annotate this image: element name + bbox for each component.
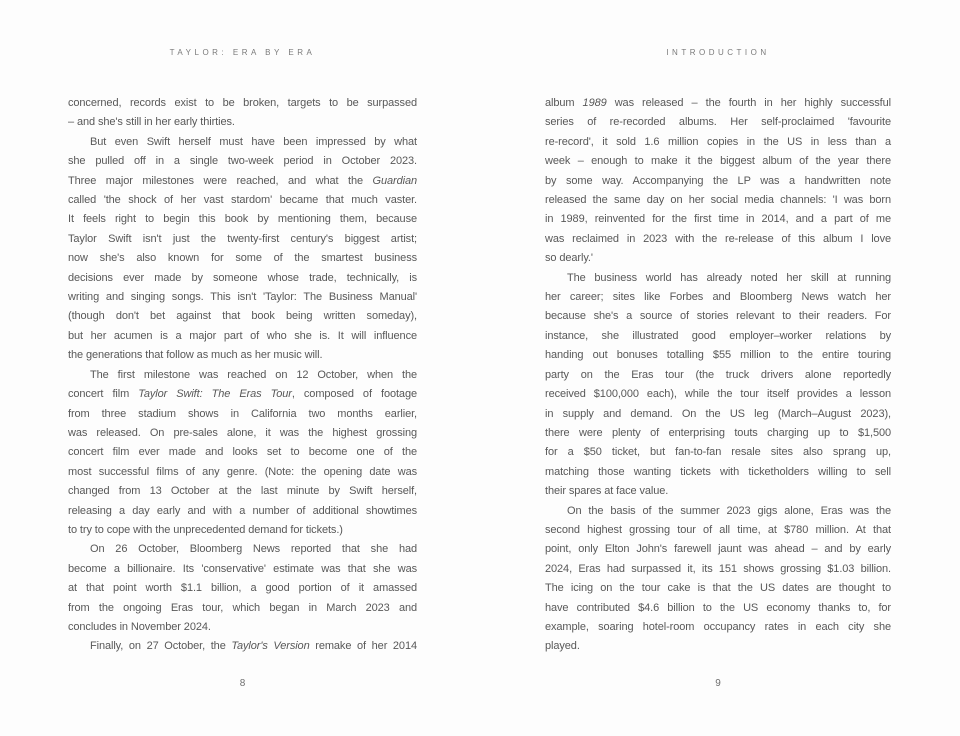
text-line: It feels right to begin this book by mentioning them, because (68, 213, 417, 226)
running-header-right: INTRODUCTION (666, 48, 770, 57)
text-line: there were plenty of enterprising touts charging up to $1,500 (545, 426, 891, 439)
text-line: called 'the shock of her vast stardom' became that much vaster. (68, 194, 417, 207)
text-line: Finally, on 27 October, the Taylor's Version remake of her 2014 (90, 640, 417, 653)
text-line: she pulled off in a single two-week period in October 2023. (68, 155, 417, 168)
text-line: series of re-recorded albums. Her self-proclaimed 'favourite (545, 116, 891, 129)
text-line: released the same day on her social media channels: 'I was born (545, 194, 891, 207)
text-line: Taylor Swift isn't just the twenty-first century's biggest artist; (68, 232, 417, 245)
italic-text: 1989 (582, 97, 607, 109)
text-line: writing and singing songs. This isn't 'Taylor: The Business Manual' (68, 291, 417, 304)
text-line: played. (545, 640, 580, 653)
text-line: most successful films of any genre. (Note: the opening date was (68, 465, 417, 478)
text-line: On the basis of the summer 2023 gigs alone, Eras was the (567, 504, 891, 517)
text-line: by some way. Accompanying the LP was a handwritten note (545, 174, 891, 187)
text-line: On 26 October, Bloomberg News reported that she had (90, 543, 417, 556)
text-line: example, soaring hotel-room occupancy rates in each city she (545, 620, 891, 633)
page-left (68, 0, 417, 736)
text-line: changed from 13 October at the last minute by Swift herself, (68, 485, 417, 498)
text-line: album 1989 was released – the fourth in her highly successful (545, 97, 891, 109)
text-line: 2024, Eras had surpassed it, its 151 shows grossing $1.03 billion. (545, 562, 891, 575)
text-line: Three major milestones were reached, and what the Guardian (68, 174, 417, 187)
text-line: point, only Elton John's farewell jaunt was ahead – and by early (545, 543, 891, 556)
text-line: was reclaimed in 2023 with the re-release of this album I love (545, 232, 891, 245)
text-line: (though don't bet against that book being written someday), (68, 310, 417, 323)
text-line: The icing on the tour cake is that the US dates are thought to (545, 582, 891, 595)
text-line: for a $50 ticket, but fan-to-fan resale sites also sprang up, (545, 446, 891, 459)
text-line: have contributed $4.6 billion to the US economy thanks to, for (545, 601, 891, 614)
page-body-left (68, 94, 417, 657)
text-line: concludes in November 2024. (68, 620, 211, 633)
text-line: The business world has already noted her skill at running (567, 271, 891, 284)
text-line: become a billionaire. Its 'conservative' estimate was that she was (68, 562, 417, 575)
text-line: because she's a source of stories relevant to their readers. For (545, 310, 891, 323)
text-line: her career; sites like Forbes and Bloomberg News watch her (545, 291, 891, 304)
text-line: so dearly.' (545, 252, 593, 265)
text-line: the generations that follow as much as her music will. (68, 349, 323, 362)
page-body-right (545, 94, 891, 657)
italic-text: Taylor Swift: The Eras Tour (138, 388, 292, 401)
text-line: from the ongoing Eras tour, which began in March 2023 and (68, 601, 417, 614)
text-line: matching those wanting tickets with ticketholders willing to sell (545, 465, 891, 478)
text-line: second highest grossing tour of all time, at $780 million. At that (545, 523, 891, 536)
text-line: from three stadium shows in California two months earlier, (68, 407, 417, 420)
text-line: week – enough to make it the biggest album of the year there (545, 155, 891, 168)
text-line: their spares at face value. (545, 485, 669, 498)
running-header-left: TAYLOR: ERA BY ERA (169, 48, 316, 57)
text-line: But even Swift herself must have been impressed by what (90, 135, 417, 148)
italic-text: Taylor's Version (231, 640, 310, 653)
text-line: was released. On pre-sales alone, it was the highest grossing (68, 426, 417, 439)
page-number-left: 8 (239, 678, 246, 689)
text-line: party on the Eras tour (the truck drivers alone reportedly (545, 368, 891, 381)
text-line: but her acumen is a major part of who she is. It will influence (68, 329, 417, 342)
text-line: to try to cope with the unprecedented demand for tickets.) (68, 523, 343, 536)
text-line: decisions ever made by someone whose trade, technically, is (68, 271, 417, 284)
text-line: concert film ever made and looks set to become one of the (68, 446, 417, 459)
text-line: in 1989, reinvented for the first time in 2014, and a part of me (545, 213, 891, 226)
text-line: now she's also known for some of the smartest business (68, 252, 417, 265)
text-line: – and she's still in her early thirties. (68, 116, 235, 129)
text-line: The first milestone was reached on 12 October, when the (90, 368, 417, 381)
italic-text: Guardian (372, 174, 417, 187)
text-line: at that point worth $1.1 billion, a good portion of it amassed (68, 582, 417, 595)
text-line: in supply and demand. On the US leg (March–August 2023), (545, 407, 891, 420)
page-number-right: 9 (715, 678, 721, 689)
text-line: concerned, records exist to be broken, targets to be surpassed (68, 97, 417, 109)
text-line: handing out bonuses totalling $55 million to the entire touring (545, 349, 891, 362)
text-line: re-record', it sold 1.6 million copies in the US in less than a (545, 135, 891, 148)
page-right (545, 0, 891, 736)
text-line: releasing a day early and with a number of additional showtimes (68, 504, 417, 517)
text-line: instance, she illustrated good employer–worker relations by (545, 329, 891, 342)
text-line: concert film Taylor Swift: The Eras Tour, composed of footage (68, 388, 417, 401)
text-line: received $100,000 each), while the tour itself provides a lesson (545, 388, 891, 401)
